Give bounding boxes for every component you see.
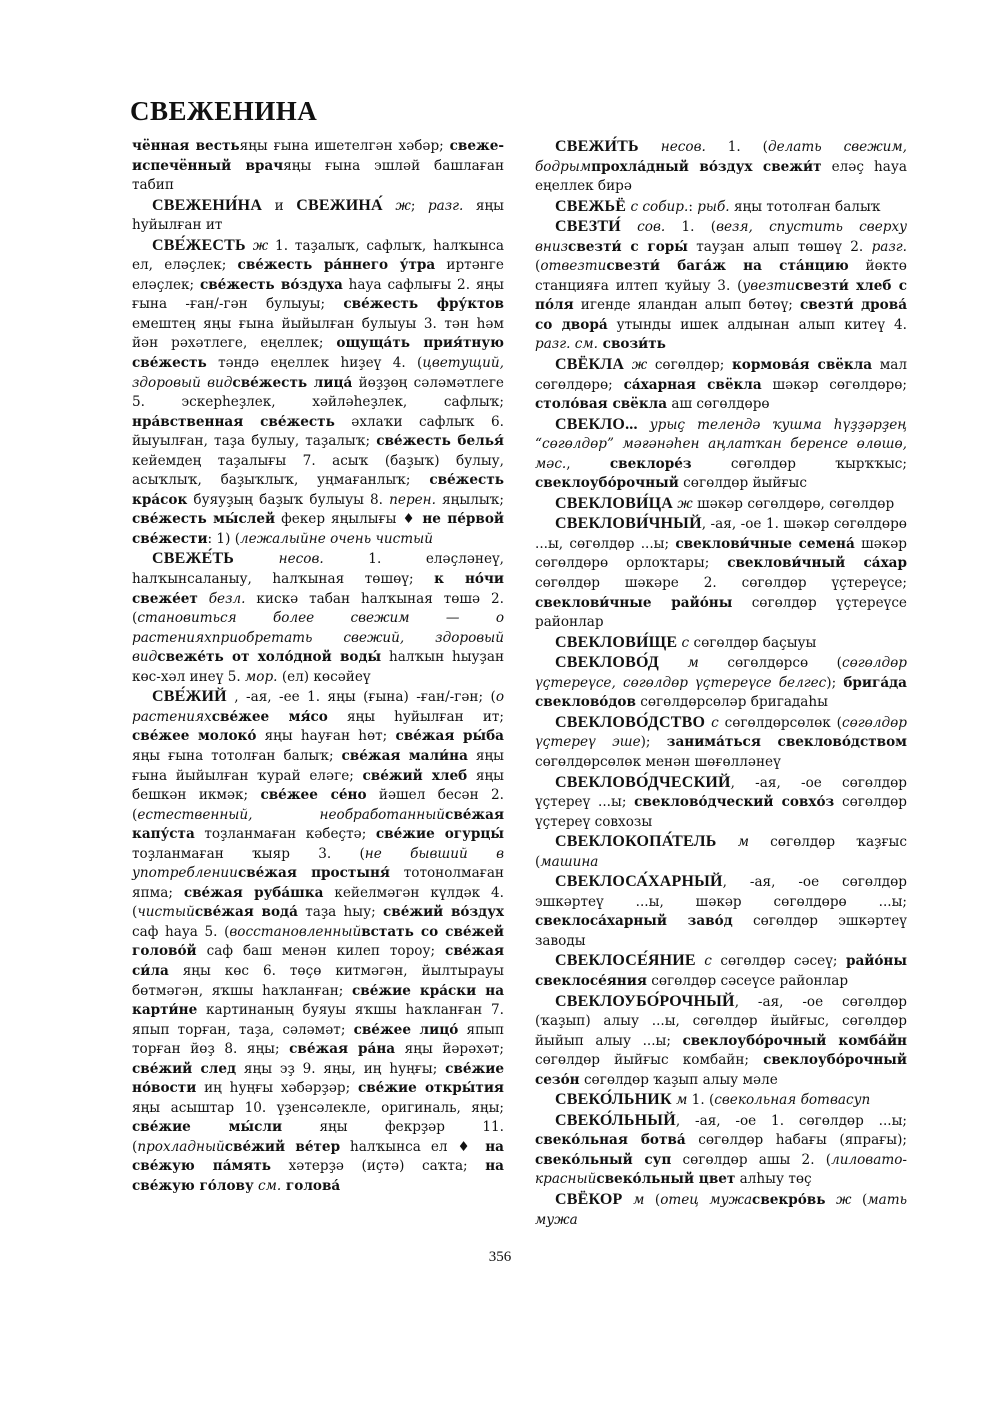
- phrase: све́жий ве́тер: [224, 1138, 341, 1155]
- label: разг. см.: [535, 336, 598, 353]
- label: лиловато-красный: [535, 1151, 907, 1188]
- headword: СВЕЖИНА́: [296, 196, 383, 214]
- phrase: свеклови́чные райо́ны: [535, 594, 733, 611]
- label: м: [671, 1092, 688, 1109]
- text: , -ая, -ое 1. шәкәр сөгөлдөрө ...ы, сөгөлдөр ...ы;: [535, 516, 907, 552]
- phrase: свезти́ дрова́ со двора́: [535, 297, 908, 333]
- phrase: све́жий след: [132, 1060, 237, 1077]
- headword: СВЕЖЕНИ́НА: [152, 196, 263, 214]
- phrase: свеклоубо́рочный сезо́н: [535, 1052, 907, 1088]
- phrase: свеклово́дческий совхо́з: [634, 794, 835, 811]
- text: сөгөлдөрсө (: [698, 655, 842, 672]
- text: 1. таҙалыҡ, сафлыҡ, һалҡынса ел, еләҫлек;: [132, 237, 504, 274]
- phrase: свезти́ хлеб с по́ля: [535, 277, 907, 314]
- label: рыб.: [697, 198, 730, 215]
- dictionary-entry: [132, 549, 504, 687]
- dictionary-entry: [535, 217, 907, 355]
- dictionary-entry: [132, 137, 504, 196]
- phrase: на све́жую па́мять: [132, 1138, 504, 1175]
- headword: СВЕКЛОВО́ДЧЕСКИЙ: [555, 773, 731, 791]
- dictionary-entry: [535, 1111, 907, 1190]
- phrase: све́жая ры́ба: [395, 728, 504, 745]
- phrase: чённая весть: [132, 138, 240, 154]
- phrase: све́жие но́вости: [132, 1060, 504, 1097]
- headword: СВЁКОР: [555, 1190, 623, 1208]
- label: несов.: [638, 139, 706, 155]
- left-column: [132, 137, 504, 1197]
- text: , -ая, -ое 1. сөгөлдөр ...ы;: [675, 1112, 907, 1129]
- text: сөгөлдөр ҡаҙып алыу мәле: [579, 1071, 778, 1088]
- label: урыҫ телендә ҡушма һүҙҙәрҙең “сөгөлдөр” мәғәнәһен аңлатҡан беренсе өлөшө, мәс.: [535, 416, 907, 472]
- text: );: [640, 734, 667, 751]
- text: 1. (: [687, 1092, 715, 1109]
- phrase: све́жая вода́: [194, 904, 298, 921]
- phrase: све́жесть мы́слей: [132, 511, 276, 528]
- dictionary-entry: [535, 832, 907, 872]
- phrase: свеклоубо́рочный: [535, 475, 679, 492]
- label: отвезти: [540, 258, 607, 275]
- dictionary-entry: [535, 415, 907, 494]
- phrase: све́жесть белья́: [376, 433, 504, 450]
- phrase: све́жее лицо́: [353, 1021, 459, 1038]
- text: яңы һуйылған ит: [132, 197, 505, 234]
- headword: СВЕЖЕ́ТЬ: [152, 550, 235, 568]
- text: буяуҙың баҙыҡ булыуы 8.: [187, 491, 390, 508]
- text: аш сөгөлдөрө: [667, 396, 770, 413]
- label: приобретать свежий, здоровый вид: [132, 629, 504, 666]
- headword: СВЕКЛОВО́ДСТВО: [555, 713, 706, 731]
- phrase: райо́ны свеклосе́яния: [535, 953, 907, 989]
- label: везя, спустить сверху вниз: [535, 219, 907, 255]
- label: суп: [845, 1092, 871, 1109]
- phrase: не пе́рвой све́жести: [132, 511, 505, 547]
- label: разг.: [427, 197, 464, 214]
- label: становиться более свежим — о растениях: [132, 610, 504, 646]
- text: яңы ғына ишетелгән хәбәр;: [239, 138, 450, 154]
- page-number: 356: [488, 1249, 512, 1265]
- text: яңы фекрҙәр 11. (: [132, 1119, 504, 1155]
- dictionary-entry: [535, 713, 907, 773]
- text: иң һуңғы хәбәрҙәр;: [196, 1080, 358, 1097]
- label: увезти: [742, 277, 796, 294]
- dictionary-entry: [535, 653, 907, 713]
- label: сөгөлдөр үҫтереүсе, сөгөлдөр үҫтереүсе белгес: [535, 655, 907, 691]
- label: мать мужа: [535, 1191, 907, 1228]
- text: сөгөлдөр ҡаҙғыс (: [535, 834, 907, 870]
- label: естественный, необработанный: [137, 806, 446, 823]
- label: ж: [245, 237, 269, 254]
- text: еләҫ һауа еңеллек бирә: [535, 158, 907, 195]
- label: делать свежим, бодрым: [535, 139, 908, 175]
- text: кейелмәгән күлдәк 4. (: [132, 884, 504, 921]
- text: саф һауа 5. (: [132, 923, 230, 940]
- phrase: встать со све́жей голово́й: [132, 923, 504, 960]
- label: ж: [624, 357, 648, 374]
- text: сөгөлдөр шәкәре 2. сөгөлдөр үҫтереүсе;: [535, 575, 907, 592]
- text: , -ая, -ое сөгөлдөр үҫтереү ...ы;: [535, 774, 907, 811]
- headword: СВЕ́ЖЕСТЬ: [152, 236, 246, 254]
- text: :: [688, 198, 698, 215]
- text: йәшел бесән 2. (: [132, 787, 504, 823]
- phrase: свезти́ бага́ж на ста́нцию: [606, 258, 849, 275]
- phrase: све́жая простыня́: [237, 865, 390, 882]
- text: шәкәр сөгөлдөрө;: [761, 376, 907, 393]
- label: свекольная ботва: [714, 1092, 846, 1109]
- label: с: [677, 634, 690, 651]
- text: яңы ғына йыйылған ҡурай еләге;: [132, 747, 504, 784]
- text: һауа сафлығы 2. яңы ғына -ған/-гән булыуы;: [132, 276, 504, 313]
- label: несов.: [234, 551, 324, 568]
- phrase: све́жие мы́сли: [132, 1119, 283, 1136]
- phrase: брига́да свеклово́дов: [535, 674, 907, 711]
- text: );: [826, 674, 844, 691]
- text: , -ая, -ое сөгөлдөр эшкәртеү ...ы, шәкәр сөгөлдөрө ...ы;: [535, 874, 907, 910]
- text: яңы тотолған балыҡ: [729, 198, 881, 215]
- text: сөгөлдөр баҫыуы: [689, 634, 817, 651]
- headword: СВЕКЛОКОПА́ТЕЛЬ: [555, 833, 717, 851]
- text: сөгөлдөр эшкәртеү заводы: [535, 913, 907, 949]
- label: ж: [382, 197, 411, 214]
- page-header: СВЕЖЕНИНА: [130, 96, 318, 126]
- dictionary-entry: [535, 1090, 907, 1111]
- phrase: све́жая си́ла: [132, 943, 504, 979]
- text: таҙа һыу;: [297, 904, 383, 921]
- phrase: све́жий хлеб: [362, 767, 468, 784]
- label: мор.: [245, 668, 278, 685]
- text: фекер яңылығы ♦: [275, 511, 423, 528]
- text: (: [535, 258, 541, 275]
- dictionary-entry: [535, 773, 907, 833]
- text: емештең яңы ғына йыйылған булыуы 3. тән һәм йән рәхәтлеге, еңеллек;: [132, 315, 504, 352]
- text: тоҙланмаған ҡыяр 3. (: [132, 845, 365, 862]
- label: лежалый: [240, 530, 309, 547]
- text: хәтерҙә (иҫтә) саҡта;: [271, 1158, 486, 1175]
- label: машина: [540, 853, 599, 870]
- phrase: свози́ть: [597, 336, 666, 353]
- text: яңылыҡ;: [435, 491, 504, 508]
- phrase: свежеиспечённый врач: [132, 138, 504, 174]
- text: алһыу төҫ: [735, 1171, 812, 1188]
- text: сөгөлдөрсөлөк (: [718, 714, 842, 731]
- dictionary-entry: [535, 514, 907, 632]
- text: сөгөлдөрсөлөк менән шөғөлләнеү: [535, 753, 781, 770]
- text: яңы һуйылған ит;: [327, 708, 504, 725]
- label: м: [659, 655, 699, 672]
- phrase: све́жая ра́на: [289, 1041, 396, 1058]
- phrase: свеко́льная ботва́: [535, 1132, 686, 1149]
- label: ж: [825, 1191, 852, 1208]
- phrase: све́жесть кра́сок: [132, 472, 504, 508]
- text: сөгөлдөр йыйғыс комбайн;: [535, 1052, 764, 1069]
- phrase: све́жая капу́ста: [132, 806, 504, 843]
- phrase: све́жая руба́шка: [183, 884, 324, 901]
- text: кискә табан һалҡыная төшә 2. (: [132, 590, 504, 627]
- phrase: столо́вая свёкла: [535, 396, 668, 413]
- phrase: са́харная свёкла: [623, 376, 762, 393]
- headword: СВЕКЛОВИ́ЦА: [555, 494, 673, 512]
- text: тоҙланмаған кәбеҫтә;: [194, 826, 376, 843]
- text: яңы эҙ 9. яңы, иң һуңғы;: [236, 1060, 446, 1077]
- label: прохладный: [137, 1138, 225, 1155]
- dictionary-entry: [535, 137, 907, 197]
- label: сөгөлдөр үҫтереү эше: [535, 714, 908, 751]
- headword: СВЕКЛОСА́ХАРНЫЙ: [555, 873, 723, 891]
- label: с: [695, 953, 712, 970]
- label: см.: [253, 1177, 282, 1194]
- text: йөҙҙөң сәләмәтлеге 5. эскерһеҙлек, хәйләһеҙлек, сафлыҡ;: [132, 374, 504, 411]
- dictionary-entry: [535, 992, 907, 1091]
- text: кейемдең таҙалығы 7. асыҡ (баҙыҡ) булыу, асыҡлыҡ, баҙыҡлыҡ, уңмағанлыҡ;: [132, 452, 504, 489]
- label: не бывший в употреблении: [132, 845, 504, 882]
- text: утынды ишек алдынан алып китеү 4.: [607, 316, 907, 333]
- phrase: свеко́льный цвет: [596, 1171, 736, 1188]
- text: (ел) көсәйеү: [277, 668, 371, 685]
- headword: СВЕКЛОВИ́ЧНЫЙ: [555, 515, 702, 533]
- text: 1. (: [665, 219, 717, 236]
- headword: СВЕКЛО...: [555, 415, 638, 433]
- headword: СВЕКЛОУБО́РОЧНЫЙ: [555, 992, 735, 1010]
- text: сөгөлдөр сәсеүсе районлар: [646, 972, 849, 989]
- text: шәкәр сөгөлдөрө, сөгөлдөр: [692, 495, 895, 512]
- text: картинаның буяуы яҡшы һаҡланған 7. япып торған, таҙа, сәләмәт;: [132, 1002, 504, 1038]
- phrase: све́жие огурцы́: [375, 826, 505, 843]
- text: и: [262, 197, 297, 214]
- dictionary-entry: [535, 872, 907, 951]
- headword: СВЕЗТИ́: [555, 218, 621, 236]
- phrase: све́жесть лица́: [232, 374, 353, 391]
- text: тотонолмаған япма;: [132, 865, 504, 901]
- phrase: свеклоре́з: [609, 455, 692, 472]
- text: япып торған йөҙ 8. яңы;: [132, 1021, 505, 1058]
- label: сов.: [620, 219, 666, 236]
- phrase: ощуща́ть прия́тную све́жесть: [132, 335, 504, 372]
- text: сөгөлдөр һабағы (япрағы);: [685, 1132, 907, 1149]
- text: шәкәр сөгөлдөрө орлоҡтары;: [535, 535, 907, 572]
- dictionary-entry: [535, 355, 907, 415]
- right-column: [535, 137, 907, 1230]
- phrase: све́жее молоко́: [132, 728, 257, 745]
- text: , -ая, -ее 1. яңы (ғына) -ған/-гән; (: [226, 689, 496, 706]
- headword: СВЕКЛОВИ́ЩЕ: [555, 633, 678, 651]
- label: м: [622, 1191, 645, 1208]
- label: разг.: [871, 238, 907, 255]
- text: әхлаҡи сафлыҡ 6. йыуылған, таҙа булыу, таҙалыҡ;: [132, 413, 504, 450]
- text: яңы ғына эшләй башлаған табип: [132, 157, 504, 194]
- text: игенде яландан алып бөтөү;: [573, 297, 800, 314]
- text: яңы бешкән икмәк;: [132, 767, 505, 804]
- label: ж: [672, 495, 693, 512]
- phrase: све́жесть ра́ннего у́тра: [237, 257, 436, 274]
- text: яңы асыштар 10. үҙенсәлекле, оригиналь, яңы;: [132, 1099, 504, 1116]
- phrase: свеклови́чные семена́: [675, 535, 855, 552]
- phrase: свеже́ть от холо́дной воды́: [157, 649, 382, 666]
- dictionary-entry: [535, 494, 907, 515]
- headword: СВЕКЛОВО́Д: [555, 654, 659, 672]
- phrase: свезти́ с горы́: [568, 238, 688, 255]
- dictionary-entry: [535, 633, 907, 654]
- phrase: к но́чи свеже́ет: [132, 571, 504, 607]
- label: цветущий, здоровый вид: [132, 355, 504, 391]
- dictionary-entry: [132, 196, 504, 236]
- headword: СВЕ́ЖИЙ: [152, 688, 227, 706]
- headword: СВЕЖЬЁ: [555, 197, 627, 215]
- text: һалҡын һыуҙан көс-хәл инеү 5.: [132, 649, 505, 685]
- label: с: [705, 714, 719, 731]
- text: сөгөлдөр йыйғыс: [678, 475, 807, 492]
- text: яңы көс 6. төҫө китмәгән, йылтырауы бөтмәгән, яҡшы һаҡланған;: [132, 962, 504, 999]
- phrase: на све́жую го́лову: [132, 1158, 504, 1194]
- label: перен.: [389, 491, 436, 508]
- label: восстановленный: [229, 923, 362, 940]
- phrase: све́жая мали́на: [341, 747, 468, 764]
- text: сөгөлдөр үҫтереүсе районлар: [535, 594, 907, 631]
- dictionary-entry: [535, 1190, 907, 1230]
- text: яңы һауған һөт;: [256, 728, 396, 745]
- phrase: голова́: [281, 1177, 341, 1194]
- text: мал сөгөлдөрө;: [535, 357, 908, 393]
- headword: СВЕКО́ЛЬНЫЙ: [555, 1111, 676, 1129]
- phrase: све́жий во́здух: [382, 904, 505, 921]
- text: тәндә еңеллек һиҙеү 4. (: [206, 355, 423, 372]
- label: безл.: [197, 590, 246, 607]
- text: сөгөлдөр сәсеү;: [711, 953, 846, 970]
- headword: СВЕЖИ́ТЬ: [555, 138, 639, 155]
- text: ;: [410, 197, 428, 214]
- label: м: [716, 834, 749, 851]
- text: , -ая, -ое сөгөлдөр (ҡаҙып) алыу ...ы, сөгөлдөр йыйғыс, сөгөлдөр йыйып алыу ...ы;: [535, 993, 907, 1049]
- phrase: прохла́дный во́здух свежи́т: [591, 158, 822, 175]
- dictionary-entry: [535, 197, 907, 218]
- phrase: све́жие откры́тия: [357, 1080, 504, 1097]
- phrase: нра́вственная све́жесть: [132, 413, 335, 430]
- text: сөгөлдөрсөләр бригадаһы: [635, 694, 828, 711]
- text: сөгөлдөр;: [647, 357, 732, 374]
- phrase: свеклоса́харный заво́д: [535, 913, 733, 930]
- phrase: свеклови́чный са́хар: [727, 555, 907, 572]
- phrase: све́жесть фру́ктов: [343, 296, 504, 313]
- phrase: свеко́льный суп: [535, 1151, 672, 1168]
- text: йөктө станцияға илтеп ҡуйыу 3. (: [535, 258, 907, 294]
- phrase: све́жесть во́здуха: [199, 276, 343, 293]
- text: сөгөлдөр ашы 2. (: [671, 1151, 832, 1168]
- phrase: кормова́я свёкла: [731, 357, 873, 374]
- text: сөгөлдөр ҡырҡҡыс;: [691, 455, 907, 472]
- phrase: свеклоубо́рочный комба́йн: [682, 1032, 907, 1049]
- dictionary-entry: [132, 236, 504, 550]
- label: о растениях: [132, 689, 504, 725]
- text: яңы йәрәхәт;: [395, 1041, 504, 1058]
- label: отец мужа: [660, 1191, 753, 1208]
- label: с собир.: [626, 198, 689, 215]
- text: сөгөлдөр үҫтереү совхозы: [535, 794, 907, 830]
- phrase: све́жее мя́со: [211, 708, 328, 725]
- text: 1. (: [705, 139, 768, 155]
- text: : 1) (: [207, 530, 241, 547]
- text: (: [851, 1191, 868, 1208]
- label: не очень чистый: [308, 530, 433, 547]
- phrase: занима́ться свеклово́дством: [666, 734, 907, 751]
- dictionary-entry: [535, 951, 907, 991]
- headword: СВЁКЛА: [555, 356, 625, 374]
- phrase: свекро́вь: [752, 1191, 826, 1208]
- phrase: све́жее се́но: [260, 787, 367, 804]
- text: (: [644, 1191, 661, 1208]
- text: тауҙан алып төшөү 2.: [687, 238, 872, 255]
- text: саф баш менән килеп тороу;: [196, 943, 446, 960]
- text: ,: [566, 455, 610, 472]
- headword: СВЕКЛОСЕ́ЯНИЕ: [555, 952, 696, 970]
- text: яңы ғына тотолған балыҡ;: [132, 747, 342, 764]
- text: һалҡынса ел ♦: [340, 1138, 486, 1155]
- label: чистый: [137, 904, 195, 921]
- phrase: све́жие кра́ски на карти́не: [132, 982, 505, 1019]
- text: иртәнге еләҫлек;: [132, 257, 504, 293]
- headword: СВЕКО́ЛЬНИК: [555, 1091, 672, 1109]
- dictionary-entry: [132, 687, 504, 1196]
- text: 1. еләҫләнеү, һалҡынсаланыу, һалҡыная төшөү;: [132, 551, 504, 588]
